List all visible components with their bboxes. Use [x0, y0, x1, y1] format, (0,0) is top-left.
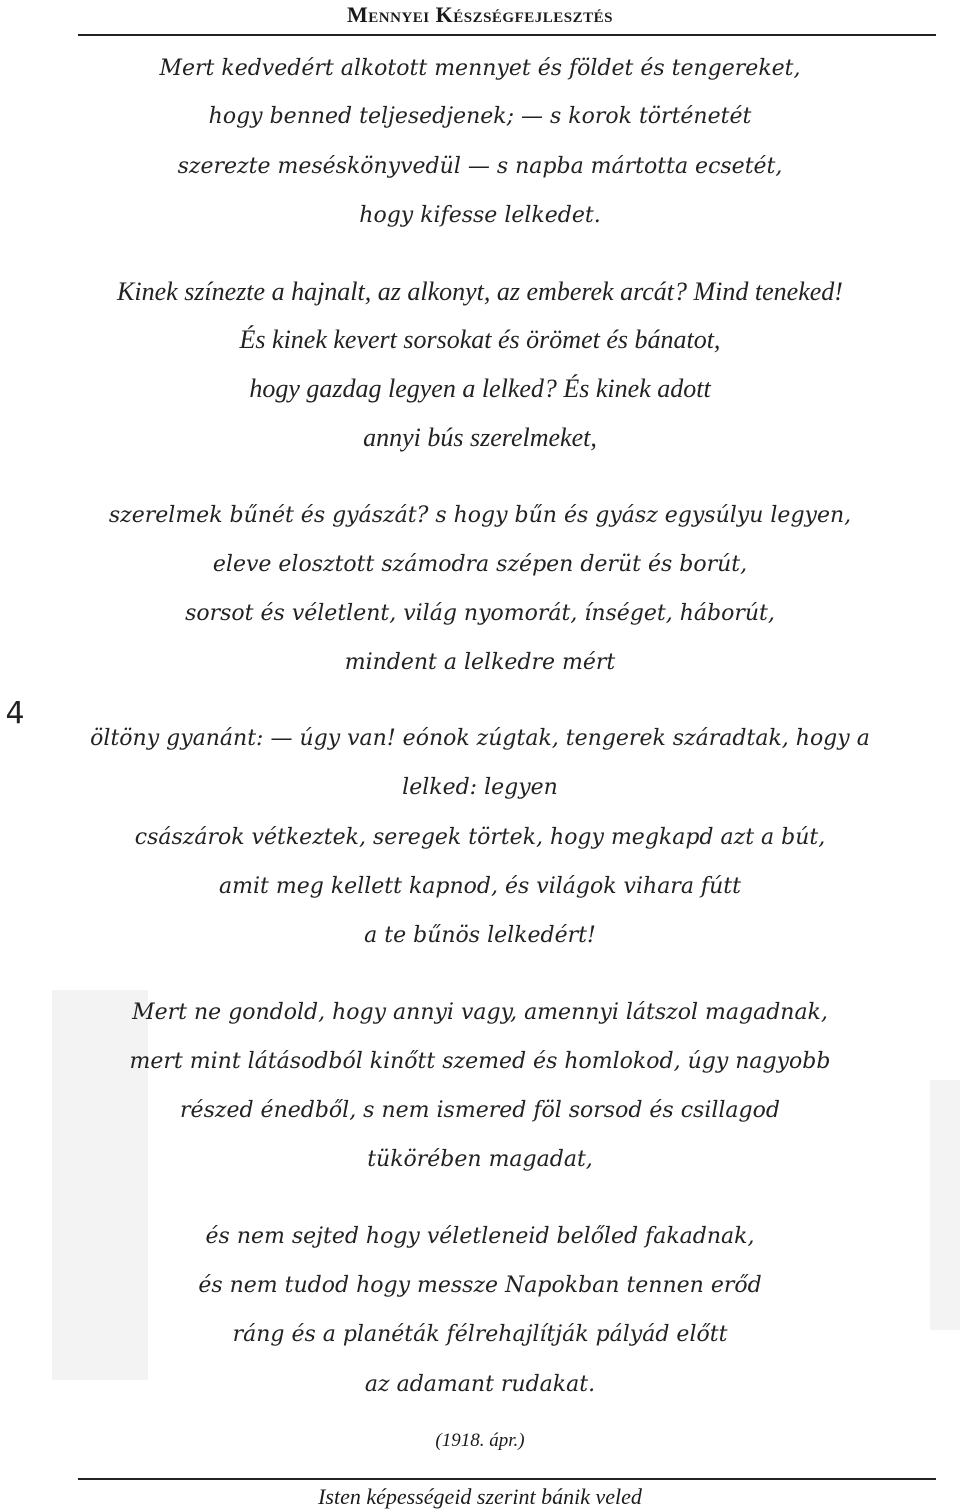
poem-line: hogy benned teljesedjenek; — s korok történetét: [208, 104, 752, 129]
poem-line: Mert kedvedért alkotott mennyet és földet és tengereket,: [159, 56, 801, 81]
poem-line: amit meg kellett kapnod, és világok vihara fútt: [219, 874, 741, 899]
poem-line: hogy gazdag legyen a lelked? És kinek adott: [249, 374, 711, 403]
poem-line: a te bűnös lelkedért!: [364, 923, 596, 948]
poem-line: hogy kifesse lelkedet.: [359, 203, 601, 228]
page-number: 4: [5, 696, 25, 731]
poem-line: császárok vétkeztek, seregek törtek, hogy megkapd azt a bút,: [134, 825, 826, 850]
footer-rule: [78, 1478, 936, 1480]
poem-line: Kinek színezte a hajnalt, az alkonyt, az emberek arcát? Mind teneked!: [117, 277, 843, 306]
poem-line: az adamant rudakat.: [364, 1372, 596, 1397]
poem-line: Mert ne gondold, hogy annyi vagy, amennyi látszol magadnak,: [132, 1000, 828, 1025]
poem-line: részed énedből, s nem ismered föl sorsod és csillagod: [180, 1098, 780, 1123]
poem-line: és nem sejted hogy véletleneid belőled fakadnak,: [205, 1224, 755, 1249]
poem-line: és nem tudod hogy messze Napokban tennen erőd: [198, 1273, 762, 1298]
poem-line: szerezte meséskönyvedül — s napba mártotta ecsetét,: [177, 154, 783, 179]
poem-line: szerelmek bűnét és gyászát? s hogy bűn és gyász egysúlyu legyen,: [108, 503, 852, 528]
poem-line: mindent a lelkedre mért: [344, 650, 616, 675]
poem-line: ráng és a planéták félrehajlítják pályád előtt: [232, 1322, 728, 1347]
poem-line: És kinek kevert sorsokat és örömet és bánatot,: [239, 325, 721, 354]
poem-line: sorsot és véletlent, világ nyomorát, ínséget, háborút,: [185, 601, 775, 626]
running-footer-text: Isten képességeid szerint bánik veled: [318, 1484, 642, 1509]
poem-date: (1918. ápr.): [435, 1430, 525, 1451]
poem-line: eleve elosztott számodra szépen derüt és borút,: [212, 552, 748, 577]
poem-line: mert mint látásodból kinőtt szemed és homlokod, úgy nagyobb: [129, 1049, 831, 1074]
running-header-title: Mennyei Készségfejlesztés: [347, 2, 613, 27]
poem-line: annyi bús szerelmeket,: [363, 423, 597, 452]
header-rule: [78, 34, 936, 36]
poem-line: öltöny gyanánt: — úgy van! eónok zúgtak, tengerek száradtak, hogy a: [90, 726, 870, 751]
poem-line: lelked: legyen: [402, 775, 558, 800]
poem-line: tükörében magadat,: [367, 1147, 593, 1172]
